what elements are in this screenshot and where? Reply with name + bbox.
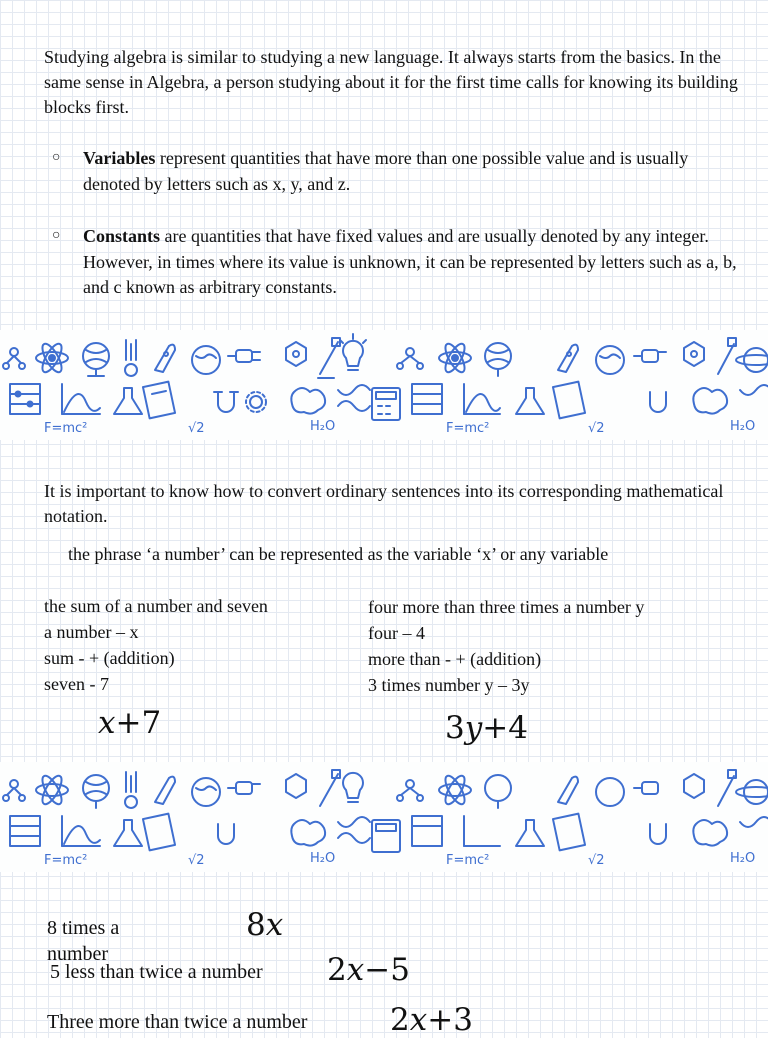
lightbulb-icon	[340, 334, 366, 370]
globe-icon	[83, 775, 109, 808]
bullet-constants	[83, 224, 743, 301]
expr-coefficient: 8	[246, 907, 266, 943]
expression-2x-minus-5	[327, 952, 410, 988]
molecule-icon	[3, 780, 25, 801]
expr-coefficient: 2	[390, 1002, 410, 1038]
item1-text: 8 times a number	[47, 917, 120, 965]
intro-paragraph: Studying algebra is similar to studying a new language. It always starts from the basics. In the same sense in Algebra, a person studying about it for the first time calls for knowing its building blocks first.	[44, 47, 738, 117]
variables-description: represent quantities that have more than one possible value and is usually denoted by letters such as x, y, and z.	[83, 148, 689, 194]
expr-variable: x	[98, 705, 116, 741]
formula-emc-label: F=mc²	[44, 421, 88, 436]
globe-icon	[485, 775, 511, 808]
magnet-icon	[218, 824, 234, 844]
molecule-icon	[3, 348, 25, 369]
abacus-icon	[10, 384, 40, 414]
formula-emc-label: F=mc²	[44, 853, 88, 868]
formula-h2o-label: H₂O	[730, 419, 756, 434]
magnet-icon	[650, 392, 666, 412]
term-constants: Constants	[83, 226, 161, 246]
science-doodles	[0, 762, 768, 872]
left-line-sum: sum - + (addition)	[44, 648, 175, 668]
bullet-variables	[83, 146, 733, 197]
expr-variable: x	[409, 1002, 428, 1038]
plug-icon	[228, 350, 260, 362]
term-variables: Variables	[83, 148, 156, 168]
atom-icon	[439, 773, 471, 807]
microscope-icon	[318, 338, 340, 378]
atom-icon	[36, 341, 68, 375]
book-icon	[553, 382, 585, 419]
bullet-marker: ○	[52, 228, 61, 243]
brain-icon	[693, 820, 727, 846]
magnet-icon	[214, 392, 238, 412]
right-line-four: four – 4	[368, 623, 425, 643]
planet-icon	[192, 778, 220, 806]
dna-icon	[740, 817, 768, 827]
formula-h2o-label: H₂O	[730, 851, 756, 866]
hexagon-molecule-icon	[684, 342, 704, 366]
science-icon-band-top	[0, 330, 768, 440]
molecule-icon	[397, 780, 423, 801]
test-tubes-icon	[125, 772, 137, 808]
magnet-icon	[650, 824, 666, 844]
expr-variable: y	[464, 710, 483, 746]
rocket-icon	[155, 777, 175, 804]
graph-icon	[464, 384, 500, 414]
molecule-icon	[397, 348, 423, 369]
expr-variable: x	[346, 952, 365, 988]
expr-rest: +4	[482, 710, 528, 746]
planet-icon	[736, 348, 768, 372]
left-line-seven: seven - 7	[44, 674, 109, 694]
expr-rest: −5	[364, 952, 410, 988]
dna-icon	[338, 385, 370, 411]
hexagon-molecule-icon	[286, 774, 306, 798]
section2-intro: It is important to know how to convert ordinary sentences into its corresponding mathematical notation.	[44, 481, 724, 526]
planet-icon	[736, 780, 768, 804]
expression-x-plus-7	[98, 705, 161, 741]
plug-icon	[634, 782, 658, 794]
expr-coefficient: 2	[327, 952, 347, 988]
constants-description: are quantities that have fixed values and are usually denoted by any integer. However, in times where its value is unknown, it can be represented by letters such as a, b, and c known as arbitrary constants.	[83, 226, 737, 297]
graph-icon	[62, 384, 100, 414]
right-line-times: 3 times number y – 3y	[368, 675, 530, 695]
planet-icon	[192, 346, 220, 374]
brain-icon	[693, 388, 727, 414]
microscope-icon	[718, 770, 736, 806]
plug-icon	[634, 350, 666, 362]
graph-icon	[62, 816, 100, 846]
lightbulb-icon	[343, 773, 363, 802]
abacus-icon	[412, 816, 442, 846]
plug-icon	[228, 782, 260, 794]
book-icon	[143, 814, 175, 851]
calculator-icon	[372, 820, 400, 852]
rocket-icon	[558, 777, 578, 804]
test-tubes-icon	[125, 340, 137, 376]
book-icon	[553, 814, 585, 851]
flask-icon	[516, 820, 544, 846]
microscope-icon	[718, 338, 736, 374]
sqrt-label: √2	[188, 853, 205, 868]
calculator-icon	[372, 388, 400, 420]
left-column	[44, 593, 268, 697]
gear-icon	[246, 392, 266, 412]
hexagon-molecule-icon	[286, 342, 306, 366]
expr-coefficient: 3	[445, 710, 465, 746]
planet-icon	[596, 346, 624, 374]
bullet-marker: ○	[52, 150, 61, 165]
dna-icon	[338, 817, 370, 843]
item3-text: Three more than twice a number	[47, 1011, 308, 1033]
expression-8x	[246, 907, 283, 943]
item2-text: 5 less than twice a number	[50, 961, 263, 983]
right-line-phrase: four more than three times a number y	[368, 597, 645, 617]
sqrt-label: √2	[588, 421, 605, 436]
expression-2x-plus-3	[390, 1002, 473, 1038]
atom-icon	[36, 773, 68, 807]
science-doodles	[0, 330, 768, 440]
science-icon-band-bottom	[0, 762, 768, 872]
flask-icon	[114, 820, 142, 846]
right-column	[368, 594, 644, 698]
flask-icon	[516, 388, 544, 414]
book-icon	[143, 382, 175, 419]
flask-icon	[114, 388, 142, 414]
section2-note: the phrase ‘a number’ can be represented as the variable ‘x’ or any variable	[68, 544, 609, 564]
expr-rest: +7	[115, 705, 162, 741]
formula-emc-label: F=mc²	[446, 421, 490, 436]
left-line-phrase: the sum of a number and seven	[44, 596, 268, 616]
brain-icon	[291, 388, 325, 414]
expression-3y-plus-4	[445, 710, 528, 746]
sqrt-label: √2	[588, 853, 605, 868]
abacus-icon	[10, 816, 40, 846]
atom-icon	[439, 341, 471, 375]
left-line-number: a number – x	[44, 622, 139, 642]
sqrt-label: √2	[188, 421, 205, 436]
rocket-icon	[558, 345, 578, 372]
abacus-icon	[412, 384, 442, 414]
expr-rest: +3	[427, 1002, 473, 1038]
formula-emc-label: F=mc²	[446, 853, 490, 868]
globe-icon	[485, 343, 511, 376]
planet-icon	[596, 778, 624, 806]
brain-icon	[291, 820, 325, 846]
right-line-more-than: more than - + (addition)	[368, 649, 542, 669]
globe-icon	[83, 343, 109, 376]
dna-icon	[740, 385, 768, 395]
microscope-icon	[320, 770, 340, 806]
formula-h2o-label: H₂O	[310, 851, 336, 866]
hexagon-molecule-icon	[684, 774, 704, 798]
expr-variable: x	[265, 907, 284, 943]
formula-h2o-label: H₂O	[310, 419, 336, 434]
graph-icon	[464, 816, 500, 846]
rocket-icon	[155, 345, 175, 372]
